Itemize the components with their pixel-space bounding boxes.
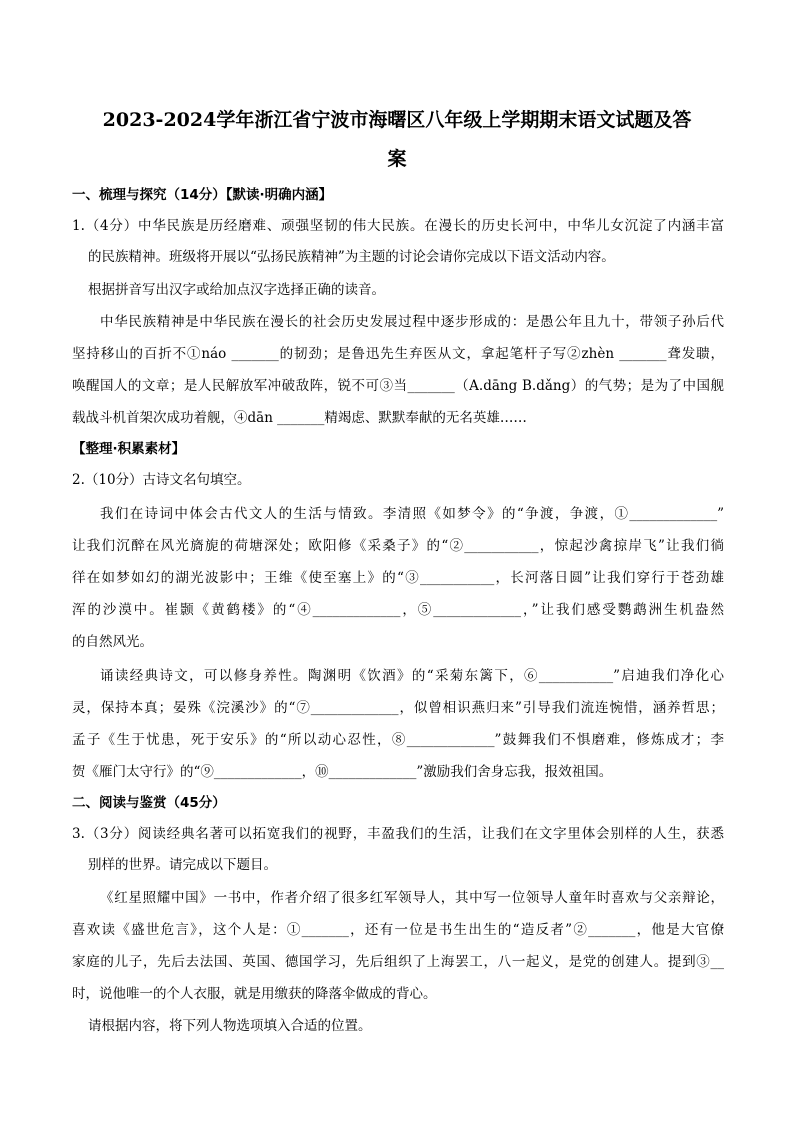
question-text: 别样的世界。请完成以下题目。 — [88, 857, 277, 873]
passage-text: 喜欢读《盛世危言》，这个人是：①_______，还有一位是书生出生的“造反者”②_______，他是大官僚 — [72, 922, 724, 938]
passage-text: 我们在诗词中体会古代文人的生活与情致。李清照《如梦令》的“争渡，争渡，①_____________” — [100, 506, 724, 522]
question-text: 1.（4分）中华民族是历经磨难、顽强坚韧的伟大民族。在漫长的历史长河中，中华儿女沉淀了内涵丰富 — [72, 218, 724, 234]
document-title-continued: 案 — [387, 148, 407, 170]
passage-text: 徉在如梦如幻的湖光波影中；王维《使至塞上》的“③___________，长河落日圆”让我们穿行于苍劲雄 — [72, 570, 724, 586]
passage-text: 让我们沉醉在风光旖旎的荷塘深处；欧阳修《采桑子》的“②___________，惊起沙禽掠岸飞”让我们徜 — [72, 538, 724, 554]
passage-text: 贺《雁门太守行》的“⑨_____________，⑩_____________”激励我们舍身忘我，报效祖国。 — [72, 764, 613, 780]
passage-text: 家庭的儿子，先后去法国、英国、德国学习，先后组织了上海罢工，八一起义，是党的创建人。提到③__ — [72, 954, 724, 970]
document-title: 2023-2024学年浙江省宁波市海曙区八年级上学期期末语文试题及答 — [102, 109, 692, 131]
question-text: 3.（3分）阅读经典名著可以拓宽我们的视野，丰盈我们的生活，让我们在文字里体会别样的人生，获悉 — [72, 826, 724, 842]
section-heading: 一、梳理与探究（14分）【默读·明确内涵】 — [72, 187, 333, 203]
passage-text: 灵，保持本真；晏殊《浣溪沙》的“⑦_____________，似曾相识燕归来”引导我们流连惋惜，涵养哲思； — [72, 700, 724, 716]
question-text: 2.（10分）古诗文名句填空。 — [72, 472, 251, 488]
passage-text: 孟子《生于忧患，死于安乐》的“所以动心忍性，⑧_____________”鼓舞我们不惧磨难，修炼成才；李 — [72, 732, 724, 748]
passage-text: 《红星照耀中国》一书中，作者介绍了很多红军领导人，其中写一位领导人童年时喜欢与父亲辩论， — [100, 890, 724, 906]
passage-text: 诵读经典诗文，可以修身养性。陶渊明《饮酒》的“采菊东篱下，⑥___________”启迪我们净化心 — [100, 668, 724, 684]
instruction-text: 请根据内容，将下列人物选项填入合适的位置。 — [88, 1018, 372, 1034]
passage-text: 中华民族精神是中华民族在漫长的社会历史发展过程中逐步形成的：是愚公年且九十，带领子孙后代 — [100, 314, 724, 330]
section-subheading: 【整理·积累素材】 — [72, 441, 186, 457]
passage-text: 唤醒国人的文章；是人民解放军冲破敌阵，锐不可③当_______（A.dāng B.dǎng）的气势；是为了中国舰 — [72, 378, 724, 394]
question-text: 的民族精神。班级将开展以“弘扬民族精神”为主题的讨论会请你完成以下语文活动内容。 — [88, 249, 615, 265]
passage-text: 载战斗机首架次成功着舰，④dān _______精竭虑、默默奉献的无名英雄…… — [72, 410, 527, 426]
section-heading: 二、阅读与鉴赏（45分） — [72, 795, 226, 811]
passage-text: 的自然风光。 — [72, 634, 153, 650]
passage-text: 坚持移山的百折不①náo _______的韧劲；是鲁迅先生弃医从文，拿起笔杆子写②zhèn _______聋发聩， — [72, 346, 724, 362]
passage-text: 浑的沙漠中。崔颢《黄鹤楼》的“④_____________，⑤_____________，”让我们感受鹦鹉洲生机盎然 — [72, 602, 724, 618]
instruction-text: 根据拼音写出汉字或给加点汉字选择正确的读音。 — [88, 282, 385, 298]
passage-text: 时，说他唯一的个人衣服，就是用缴获的降落伞做成的背心。 — [72, 986, 437, 1002]
